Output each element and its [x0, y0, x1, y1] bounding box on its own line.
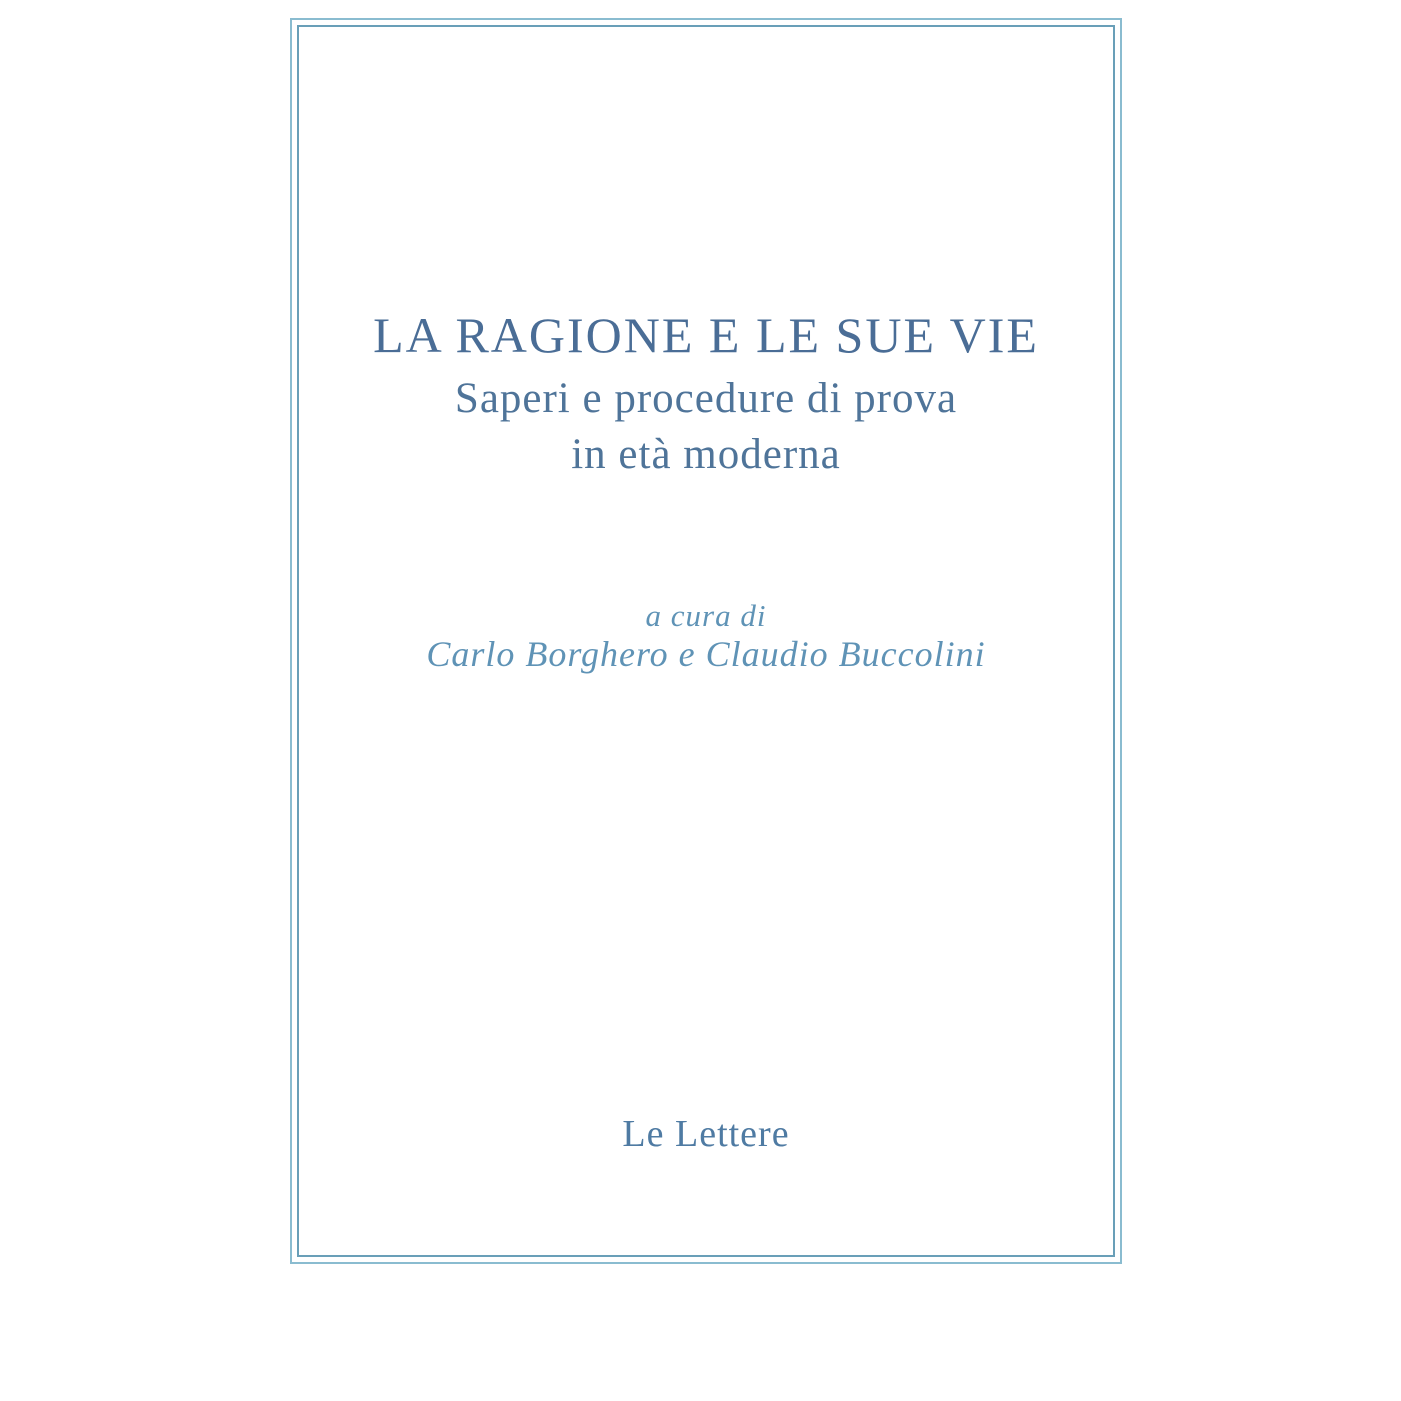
publisher-imprint: Le Lettere [622, 1113, 790, 1155]
book-subtitle-line-2: in età moderna [571, 431, 841, 478]
book-subtitle-line-1: Saperi e procedure di prova [454, 375, 958, 422]
editor-names: Carlo Borghero e Claudio Buccolini [426, 634, 986, 674]
editor-credit-intro: a cura di [645, 598, 767, 633]
book-title: LA RAGIONE E LE SUE VIE [373, 307, 1039, 363]
